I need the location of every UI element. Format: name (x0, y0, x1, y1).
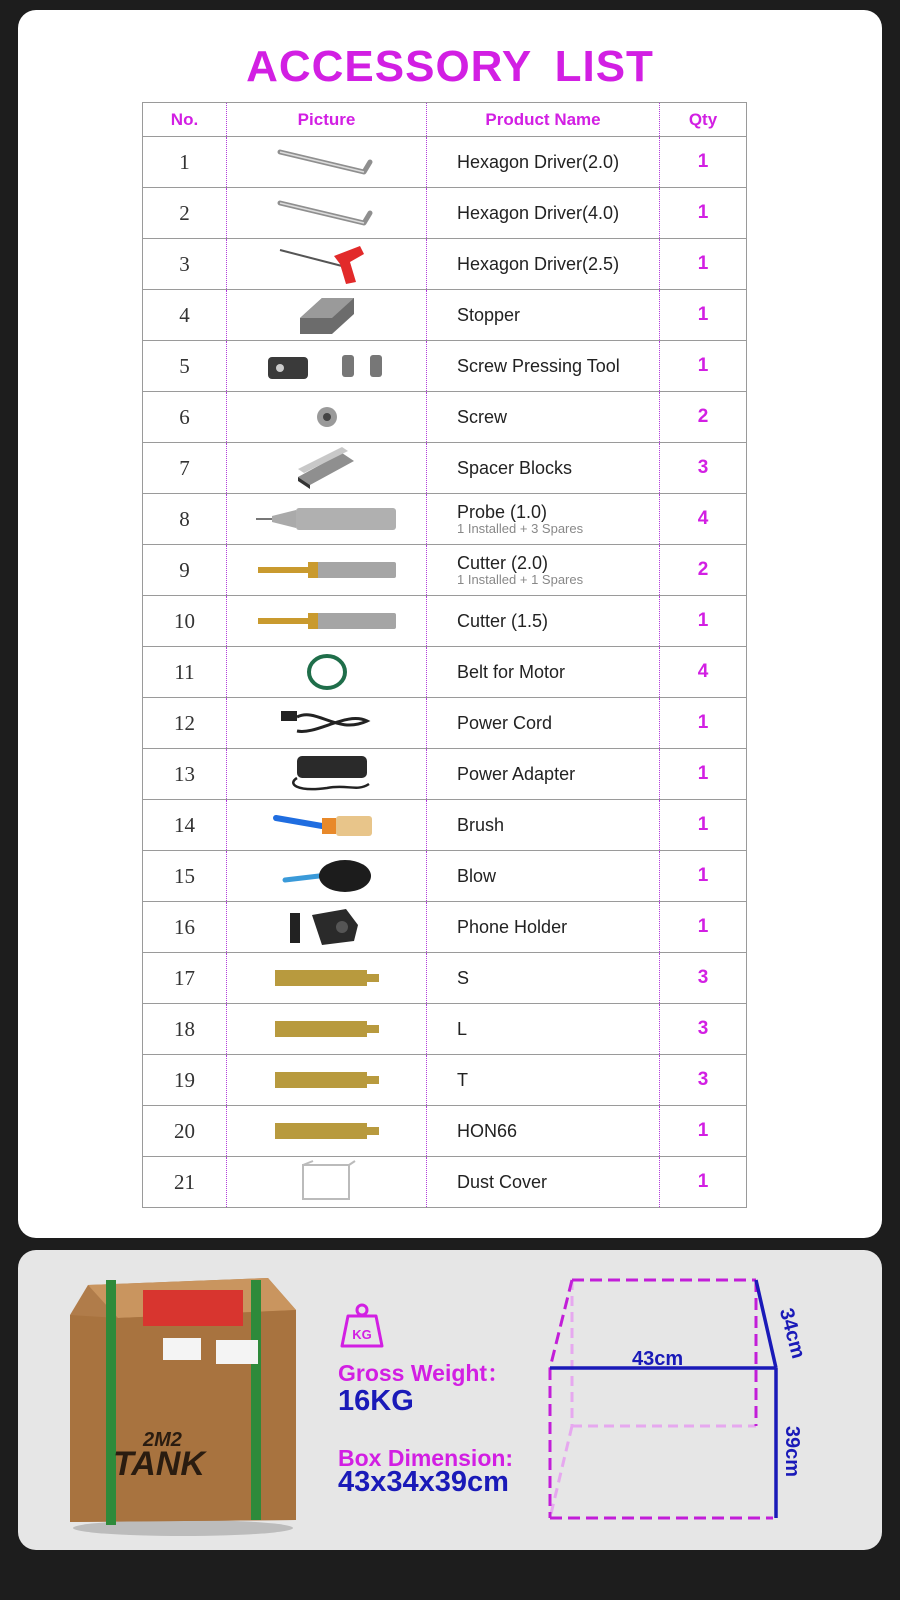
row-qty: 3 (660, 443, 747, 494)
product-name: Hexagon Driver(2.5) (457, 254, 620, 274)
table-row (143, 1055, 747, 1106)
table-row (143, 1157, 747, 1208)
row-qty: 4 (660, 494, 747, 545)
row-picture (227, 800, 427, 851)
row-number: 9 (143, 545, 227, 596)
row-number: 20 (143, 1106, 227, 1157)
row-picture (227, 749, 427, 800)
row-qty: 1 (660, 1106, 747, 1157)
product-name: L (457, 1019, 468, 1039)
row-number: 7 (143, 443, 227, 494)
row-number: 4 (143, 290, 227, 341)
product-name: Hexagon Driver(2.0) (457, 152, 620, 172)
row-picture (227, 494, 427, 545)
product-note: 1 Installed + 1 Spares (457, 572, 584, 587)
hex-driver-icon (227, 193, 426, 233)
dust-cover-icon (227, 1159, 426, 1205)
row-product-name (427, 800, 660, 851)
power-adapter-icon (227, 754, 426, 794)
phone-holder-icon (227, 905, 426, 949)
table-row (143, 698, 747, 749)
weight-icon (338, 1302, 386, 1350)
product-name: Dust Cover (457, 1172, 548, 1192)
row-qty: 1 (660, 749, 747, 800)
product-name: Probe (1.0) (457, 502, 548, 522)
row-qty: 1 (660, 290, 747, 341)
box-brand: 2M2 (143, 1429, 182, 1451)
row-product-name (427, 1004, 660, 1055)
product-name: Belt for Motor (457, 662, 566, 682)
hex-driver-icon (227, 142, 426, 182)
row-number: 14 (143, 800, 227, 851)
row-qty: 1 (660, 596, 747, 647)
row-qty: 4 (660, 647, 747, 698)
stopper-icon (227, 292, 426, 338)
row-qty: 1 (660, 1157, 747, 1208)
product-name: Spacer Blocks (457, 458, 573, 478)
brush-icon (227, 810, 426, 840)
row-qty: 1 (660, 902, 747, 953)
row-picture (227, 1004, 427, 1055)
row-product-name (427, 341, 660, 392)
row-product-name (427, 1157, 660, 1208)
row-qty: 2 (660, 545, 747, 596)
row-product-name (427, 851, 660, 902)
row-qty: 1 (660, 698, 747, 749)
product-name: Brush (457, 815, 505, 835)
row-product-name (427, 953, 660, 1004)
header-no: No. (143, 103, 227, 137)
row-product-name (427, 290, 660, 341)
row-picture (227, 137, 427, 188)
header-picture: Picture (227, 103, 427, 137)
row-product-name (427, 545, 660, 596)
header-qty: Qty (660, 103, 747, 137)
cutter-icon (227, 609, 426, 633)
row-qty: 1 (660, 239, 747, 290)
row-number: 1 (143, 137, 227, 188)
blower-icon (227, 856, 426, 896)
product-name: Blow (457, 866, 497, 886)
accessory-table (142, 102, 747, 1208)
row-product-name (427, 596, 660, 647)
table-row (143, 647, 747, 698)
dim-width: 43cm (632, 1348, 684, 1370)
row-product-name (427, 902, 660, 953)
row-picture (227, 341, 427, 392)
row-number: 19 (143, 1055, 227, 1106)
row-picture (227, 1055, 427, 1106)
product-name: Stopper (457, 305, 521, 325)
product-name: HON66 (457, 1121, 518, 1141)
row-product-name (427, 698, 660, 749)
row-picture (227, 1157, 427, 1208)
row-number: 18 (143, 1004, 227, 1055)
table-row (143, 341, 747, 392)
weight-icon-label: KG (352, 1327, 372, 1342)
row-product-name (427, 1106, 660, 1157)
dim-depth: 34cm (774, 1305, 810, 1361)
table-row (143, 290, 747, 341)
row-product-name (427, 392, 660, 443)
product-name: Screw Pressing Tool (457, 356, 620, 376)
table-row (143, 137, 747, 188)
box-dimension-value: 43x34x39cm (338, 1466, 509, 1498)
product-name: Hexagon Driver(4.0) (457, 203, 620, 223)
row-qty: 1 (660, 188, 747, 239)
row-product-name (427, 188, 660, 239)
row-picture (227, 443, 427, 494)
table-row (143, 188, 747, 239)
screw-icon (227, 402, 426, 432)
cutter-icon (227, 558, 426, 582)
spacer-blocks-icon (227, 447, 426, 489)
row-picture (227, 545, 427, 596)
dim-height: 39cm (781, 1425, 804, 1478)
row-number: 8 (143, 494, 227, 545)
row-number: 2 (143, 188, 227, 239)
row-number: 13 (143, 749, 227, 800)
product-name: T (457, 1070, 468, 1090)
table-row (143, 953, 747, 1004)
row-product-name (427, 749, 660, 800)
row-product-name (427, 137, 660, 188)
power-cord-icon (227, 705, 426, 741)
product-name: Cutter (1.5) (457, 611, 549, 631)
table-row (143, 494, 747, 545)
key-blade-icon (227, 1068, 426, 1092)
page-title: ACCESSORY LIST (246, 42, 654, 91)
row-number: 15 (143, 851, 227, 902)
gross-weight-label: Gross Weight： (338, 1360, 511, 1386)
row-number: 5 (143, 341, 227, 392)
row-qty: 3 (660, 1004, 747, 1055)
row-picture (227, 239, 427, 290)
product-name: Cutter (2.0) (457, 553, 549, 573)
accessory-list-card (18, 10, 882, 1238)
table-row (143, 545, 747, 596)
row-product-name (427, 1055, 660, 1106)
table-body (143, 137, 747, 1208)
product-note: 1 Installed + 3 Spares (457, 521, 584, 536)
row-picture (227, 290, 427, 341)
table-row (143, 392, 747, 443)
row-picture (227, 392, 427, 443)
row-qty: 3 (660, 953, 747, 1004)
row-number: 6 (143, 392, 227, 443)
key-blade-icon (227, 1017, 426, 1041)
row-qty: 1 (660, 137, 747, 188)
table-header-row (143, 103, 747, 137)
row-picture (227, 1106, 427, 1157)
probe-icon (227, 504, 426, 534)
table-row (143, 800, 747, 851)
row-qty: 3 (660, 1055, 747, 1106)
row-picture (227, 188, 427, 239)
table-row (143, 1106, 747, 1157)
box-label: TANK (113, 1445, 205, 1483)
table-row (143, 902, 747, 953)
box-dimension-label: Box Dimension: (338, 1445, 514, 1471)
package-info-card (18, 1250, 882, 1550)
row-picture (227, 902, 427, 953)
row-number: 12 (143, 698, 227, 749)
table-row (143, 1004, 747, 1055)
row-number: 3 (143, 239, 227, 290)
belt-ring-icon (227, 652, 426, 692)
product-name: Power Cord (457, 713, 553, 733)
row-qty: 1 (660, 851, 747, 902)
gross-weight-value: 16KG (338, 1385, 414, 1417)
header-product-name: Product Name (427, 103, 660, 137)
row-qty: 2 (660, 392, 747, 443)
table-row (143, 749, 747, 800)
table-row (143, 851, 747, 902)
key-blade-icon (227, 966, 426, 990)
row-product-name (427, 647, 660, 698)
screw-pressing-tool-icon (227, 345, 426, 387)
product-name: Screw (457, 407, 508, 427)
key-blade-icon (227, 1119, 426, 1143)
row-picture (227, 647, 427, 698)
row-picture (227, 698, 427, 749)
row-number: 17 (143, 953, 227, 1004)
row-number: 11 (143, 647, 227, 698)
row-product-name (427, 443, 660, 494)
row-product-name (427, 239, 660, 290)
row-picture (227, 596, 427, 647)
row-picture (227, 953, 427, 1004)
product-name: Phone Holder (457, 917, 568, 937)
table-row (143, 443, 747, 494)
product-name: S (457, 968, 470, 988)
row-product-name (427, 494, 660, 545)
row-number: 21 (143, 1157, 227, 1208)
table-row (143, 239, 747, 290)
row-picture (227, 851, 427, 902)
table-row (143, 596, 747, 647)
row-number: 16 (143, 902, 227, 953)
row-number: 10 (143, 596, 227, 647)
row-qty: 1 (660, 341, 747, 392)
red-t-handle-driver-icon (227, 242, 426, 286)
row-qty: 1 (660, 800, 747, 851)
shipping-box-image (58, 1270, 308, 1540)
product-name: Power Adapter (457, 764, 576, 784)
